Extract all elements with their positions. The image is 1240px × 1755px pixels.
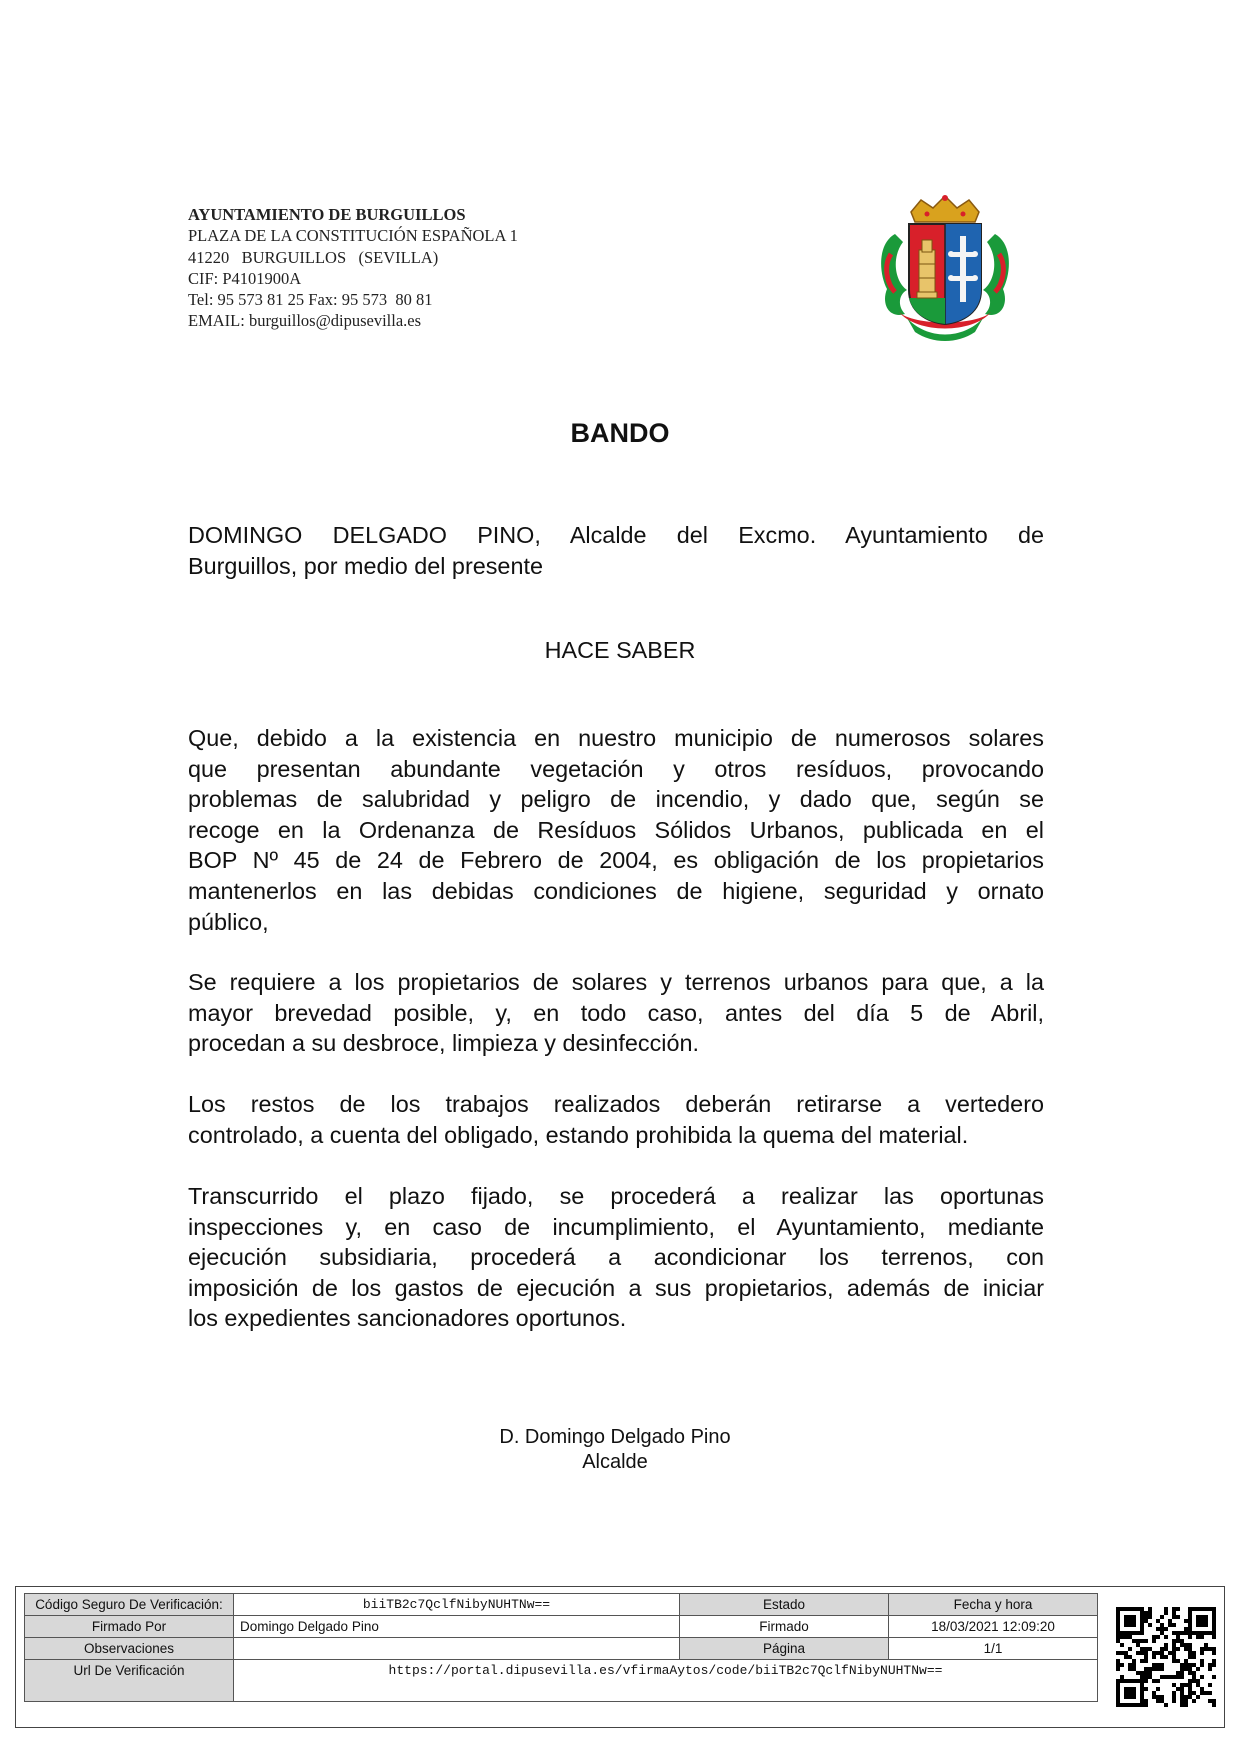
- paragraph-2: [188, 967, 1044, 1059]
- intro-line: Burguillos, por medio del presente: [188, 552, 543, 579]
- paragraph-line: procedan a su desbroce, limpieza y desinfección.: [188, 1030, 699, 1057]
- paragraph-line: ejecución subsidiaria, procederá a acondicionar los terrenos, con: [188, 1244, 1044, 1271]
- pagina-value: 1/1: [889, 1638, 1098, 1660]
- hace-saber-heading: HACE SABER: [544, 637, 696, 663]
- intro-paragraph: [188, 520, 1044, 581]
- verification-footer: [15, 1586, 1225, 1728]
- letterhead: [188, 204, 608, 332]
- letterhead-org: AYUNTAMIENTO DE BURGUILLOS: [188, 205, 466, 224]
- paragraph-line: Transcurrido el plazo fijado, se procederá a realizar las oportunas: [188, 1183, 1044, 1209]
- document-title: BANDO: [570, 418, 670, 448]
- verification-table: [24, 1593, 1098, 1702]
- signature-role: Alcalde: [582, 1451, 648, 1473]
- letterhead-phones: Tel: 95 573 81 25 Fax: 95 573 80 81: [188, 290, 433, 310]
- firmado-por-value: Domingo Delgado Pino: [234, 1616, 680, 1638]
- paragraph-4: [188, 1181, 1044, 1334]
- signature-block: [0, 1425, 1230, 1475]
- fecha-value: 18/03/2021 12:09:20: [889, 1616, 1098, 1638]
- paragraph-line: Los restos de los trabajos realizados deberán retirarse a vertedero: [188, 1091, 1044, 1117]
- paragraph-line: mayor brevedad posible, y, en todo caso, antes del día 5 de Abril,: [188, 999, 1044, 1026]
- paragraph-line: recoge en la Ordenanza de Resíduos Sólidos Urbanos, publicada en el: [188, 816, 1044, 843]
- paragraph-line: imposición de los gastos de ejecución a sus propietarios, además de iniciar: [188, 1274, 1044, 1301]
- letterhead-city: 41220 BURGUILLOS (SEVILLA): [188, 247, 439, 267]
- letterhead-email: EMAIL: burguillos@dipusevilla.es: [188, 311, 422, 331]
- paragraph-line: mantenerlos en las debidas condiciones de higiene, seguridad y ornato: [188, 877, 1044, 904]
- fecha-label: Fecha y hora: [889, 1594, 1098, 1616]
- paragraph-1: [188, 723, 1044, 937]
- letterhead-cif: CIF: P4101900A: [188, 268, 302, 288]
- csv-label: Código Seguro De Verificación:: [25, 1594, 234, 1616]
- paragraph-line: los expedientes sancionadores oportunos.: [188, 1305, 627, 1332]
- paragraph-line: controlado, a cuenta del obligado, estando prohibida la quema del material.: [188, 1121, 969, 1148]
- estado-value: Firmado: [680, 1616, 889, 1638]
- paragraph-line: problemas de salubridad y peligro de incendio, y dado que, según se: [188, 786, 1044, 813]
- paragraph-line: inspecciones y, en caso de incumplimiento, el Ayuntamiento, mediante: [188, 1213, 1044, 1240]
- observaciones-label: Observaciones: [25, 1638, 234, 1660]
- paragraph-line: Se requiere a los propietarios de solares y terrenos urbanos para que, a la: [188, 969, 1044, 995]
- coat-of-arms-icon: [877, 194, 1013, 344]
- letterhead-address: PLAZA DE LA CONSTITUCIÓN ESPAÑOLA 1: [188, 226, 518, 246]
- observaciones-value: [234, 1638, 680, 1660]
- intro-line: DOMINGO DELGADO PINO, Alcalde del Excmo. Ayuntamiento de: [188, 522, 1044, 548]
- paragraph-line: que presentan abundante vegetación y otros resíduos, provocando: [188, 755, 1044, 782]
- paragraph-3: [188, 1089, 1044, 1150]
- pagina-label: Página: [680, 1638, 889, 1660]
- signature-name: D. Domingo Delgado Pino: [499, 1426, 731, 1448]
- verification-url-link[interactable]: https://portal.dipusevilla.es/vfirmaAytos/code/biiTB2c7QclfNibyNUHTNw==: [234, 1660, 1098, 1702]
- firmado-por-label: Firmado Por: [25, 1616, 234, 1638]
- url-label: Url De Verificación: [25, 1660, 234, 1702]
- qr-code-icon: [1116, 1595, 1216, 1719]
- paragraph-line: BOP Nº 45 de 24 de Febrero de 2004, es obligación de los propietarios: [188, 847, 1044, 874]
- paragraph-line: Que, debido a la existencia en nuestro municipio de numerosos solares: [188, 725, 1044, 751]
- csv-value: biiTB2c7QclfNibyNUHTNw==: [234, 1594, 680, 1616]
- estado-label: Estado: [680, 1594, 889, 1616]
- paragraph-line: público,: [188, 908, 269, 935]
